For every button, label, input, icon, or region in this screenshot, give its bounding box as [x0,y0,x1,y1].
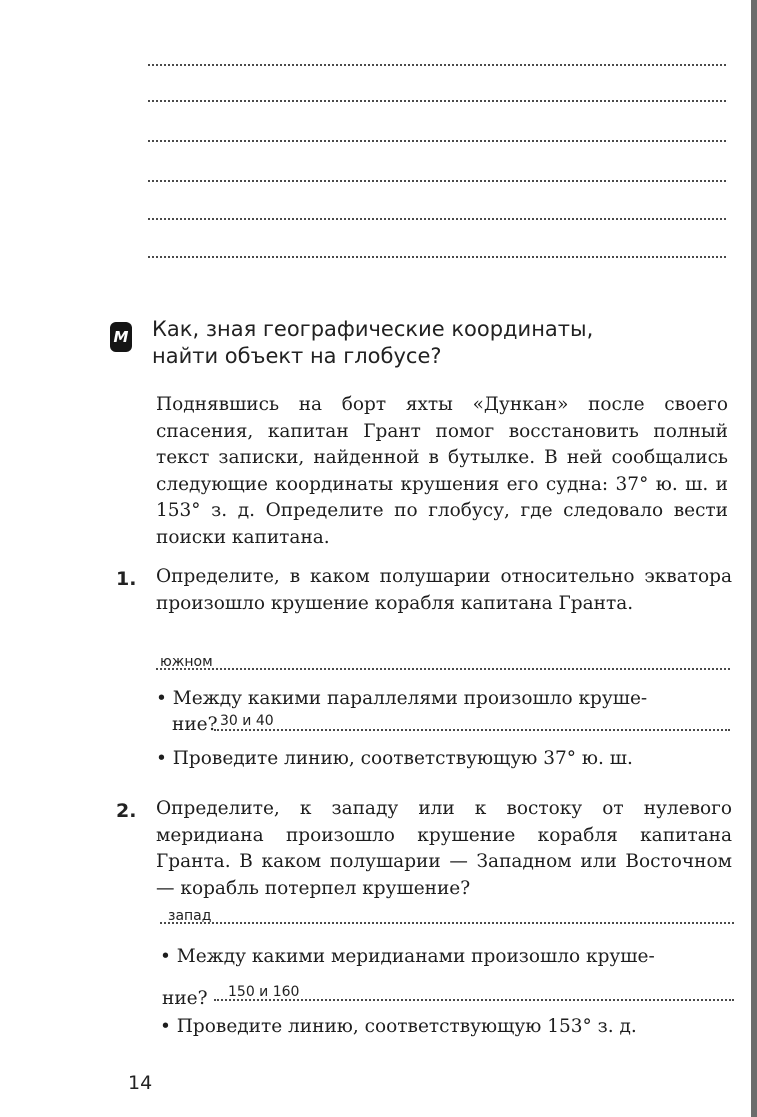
answer-line[interactable] [156,668,730,670]
handwritten-answer: 150 и 160 [228,984,300,1000]
m-letter-badge-icon: М [110,322,132,352]
page-edge-shadow [751,0,757,1117]
task-text: Определите, к западу или к востоку от нулевого меридиана произошло крушение корабля капитана Гранта. В каком полушарии — Западном или Восточном — корабль потерпел крушение? [156,798,732,899]
answer-line[interactable] [214,729,730,731]
answer-line[interactable] [148,256,726,258]
task-text: Определите, в каком полушарии относительно экватора произошло крушение корабля капитана Гранта. [156,566,732,614]
answer-line[interactable] [214,999,734,1001]
answer-line[interactable] [148,180,726,182]
answer-line[interactable] [148,100,726,102]
task-number: 1. [116,568,137,590]
answer-line[interactable] [148,218,726,220]
answer-line[interactable] [148,140,726,142]
bullet-question: • Между какими меридианами произошло круше- [160,946,655,967]
intro-paragraph: Поднявшись на борт яхты «Дункан» после своего спасения, капитан Грант помог восстановить полный текст записки, найденной в бутылке. В ней сообщались следующие координаты крушения его судна: 37° ю. ш. и 153° з. д. Определите по глобусу, где следовало вести поиски капитана. [156,394,728,548]
bullet-instruction: • Проведите линию, соответствующую 153° з. д. [160,1016,637,1037]
answer-line[interactable] [148,64,726,66]
section-title: Как, зная географические координаты, найти объект на глобусе? [152,317,594,368]
bullet-question-tail: ние? [162,988,208,1009]
task-number: 2. [116,800,137,822]
handwritten-answer: запад [168,908,212,924]
page-number: 14 [128,1072,153,1094]
handwritten-answer: южном [160,654,213,670]
handwritten-answer: 30 и 40 [220,713,274,729]
answer-line[interactable] [160,922,734,924]
bullet-question-tail: ние? [172,714,218,735]
bullet-question: • Между какими параллелями произошло круше- [156,688,648,709]
bullet-instruction: • Проведите линию, соответствующую 37° ю. ш. [156,748,633,769]
